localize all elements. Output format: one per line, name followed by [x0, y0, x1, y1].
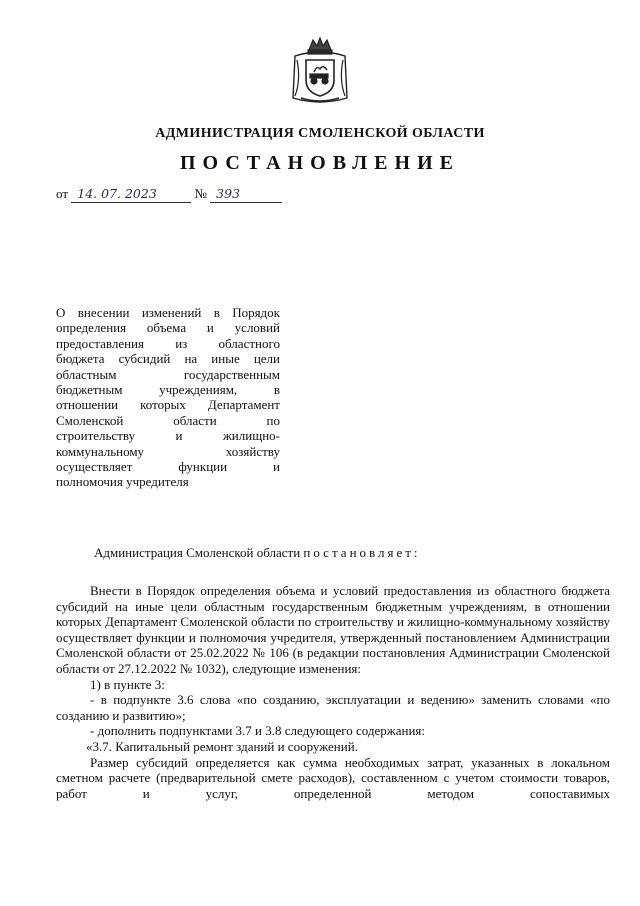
coat-of-arms-icon: [287, 36, 353, 106]
subject-line: осуществляет функции и: [56, 459, 280, 475]
body-paragraph: 1) в пункте 3:: [90, 676, 165, 692]
subject-line: предоставления из областного: [56, 335, 280, 351]
subject-line: областным государственным: [56, 366, 280, 382]
subject-line: бюджетным учреждениям, в: [56, 382, 280, 398]
subject-line: определения объема и условий: [56, 320, 280, 336]
document-date: 14. 07. 2023: [71, 186, 191, 203]
date-prefix: от: [56, 186, 69, 201]
document-body: [56, 583, 610, 801]
preamble: [94, 545, 610, 561]
subject-line: полномочия учредителя: [56, 474, 189, 490]
date-number-line: [56, 186, 282, 203]
body-paragraph: Внести в Порядок определения объема и условий предоставления из областного бюджета субсидий на иные цели областным государственным бюджетным учреждениям, в отношении которых Департамент Смоленской области по строительству и жилищно-коммунальному хозяйству осуществляет функции и полномочия учредителя, утвержденный постановлением Администрации Смоленской области от 25.02.2022 № 106 (в редакции постановления Администрации Смоленской области от 27.12.2022 № 1032), следующие изменения:: [56, 583, 610, 676]
body-paragraph: Размер субсидий определяется как сумма необходимых затрат, указанных в локальном сметном расчете (предварительной смете расходов), составленном с учетом стоимости товаров, работ и услуг, определенной методом сопоставимых: [56, 754, 610, 801]
preamble-text: Администрация Смоленской области: [94, 545, 304, 560]
document-number: 393: [210, 186, 282, 203]
document-subject: [56, 305, 280, 490]
body-paragraph: «3.7. Капитальный ремонт зданий и сооружений.: [86, 738, 358, 754]
subject-line: строительству и жилищно-: [56, 428, 280, 444]
subject-line: Смоленской области по: [56, 412, 280, 428]
body-paragraph: - в подпункте 3.6 слова «по созданию, эксплуатации и ведению» заменить словами «по созданию и развитию»;: [56, 692, 610, 723]
subject-line: отношении которых Департамент: [56, 397, 280, 413]
subject-line: О внесении изменений в Порядок: [56, 305, 280, 320]
subject-line: бюджета субсидий на иные цели: [56, 351, 280, 367]
document-type-title: ПОСТАНОВЛЕНИЕ: [180, 152, 460, 174]
number-sign: №: [194, 186, 207, 201]
body-paragraph: - дополнить подпунктами 3.7 и 3.8 следующего содержания:: [90, 723, 426, 739]
preamble-emphasis: постановляет:: [303, 545, 421, 560]
subject-line: коммунальному хозяйству: [56, 443, 280, 459]
organization-name: АДМИНИСТРАЦИЯ СМОЛЕНСКОЙ ОБЛАСТИ: [155, 126, 485, 141]
